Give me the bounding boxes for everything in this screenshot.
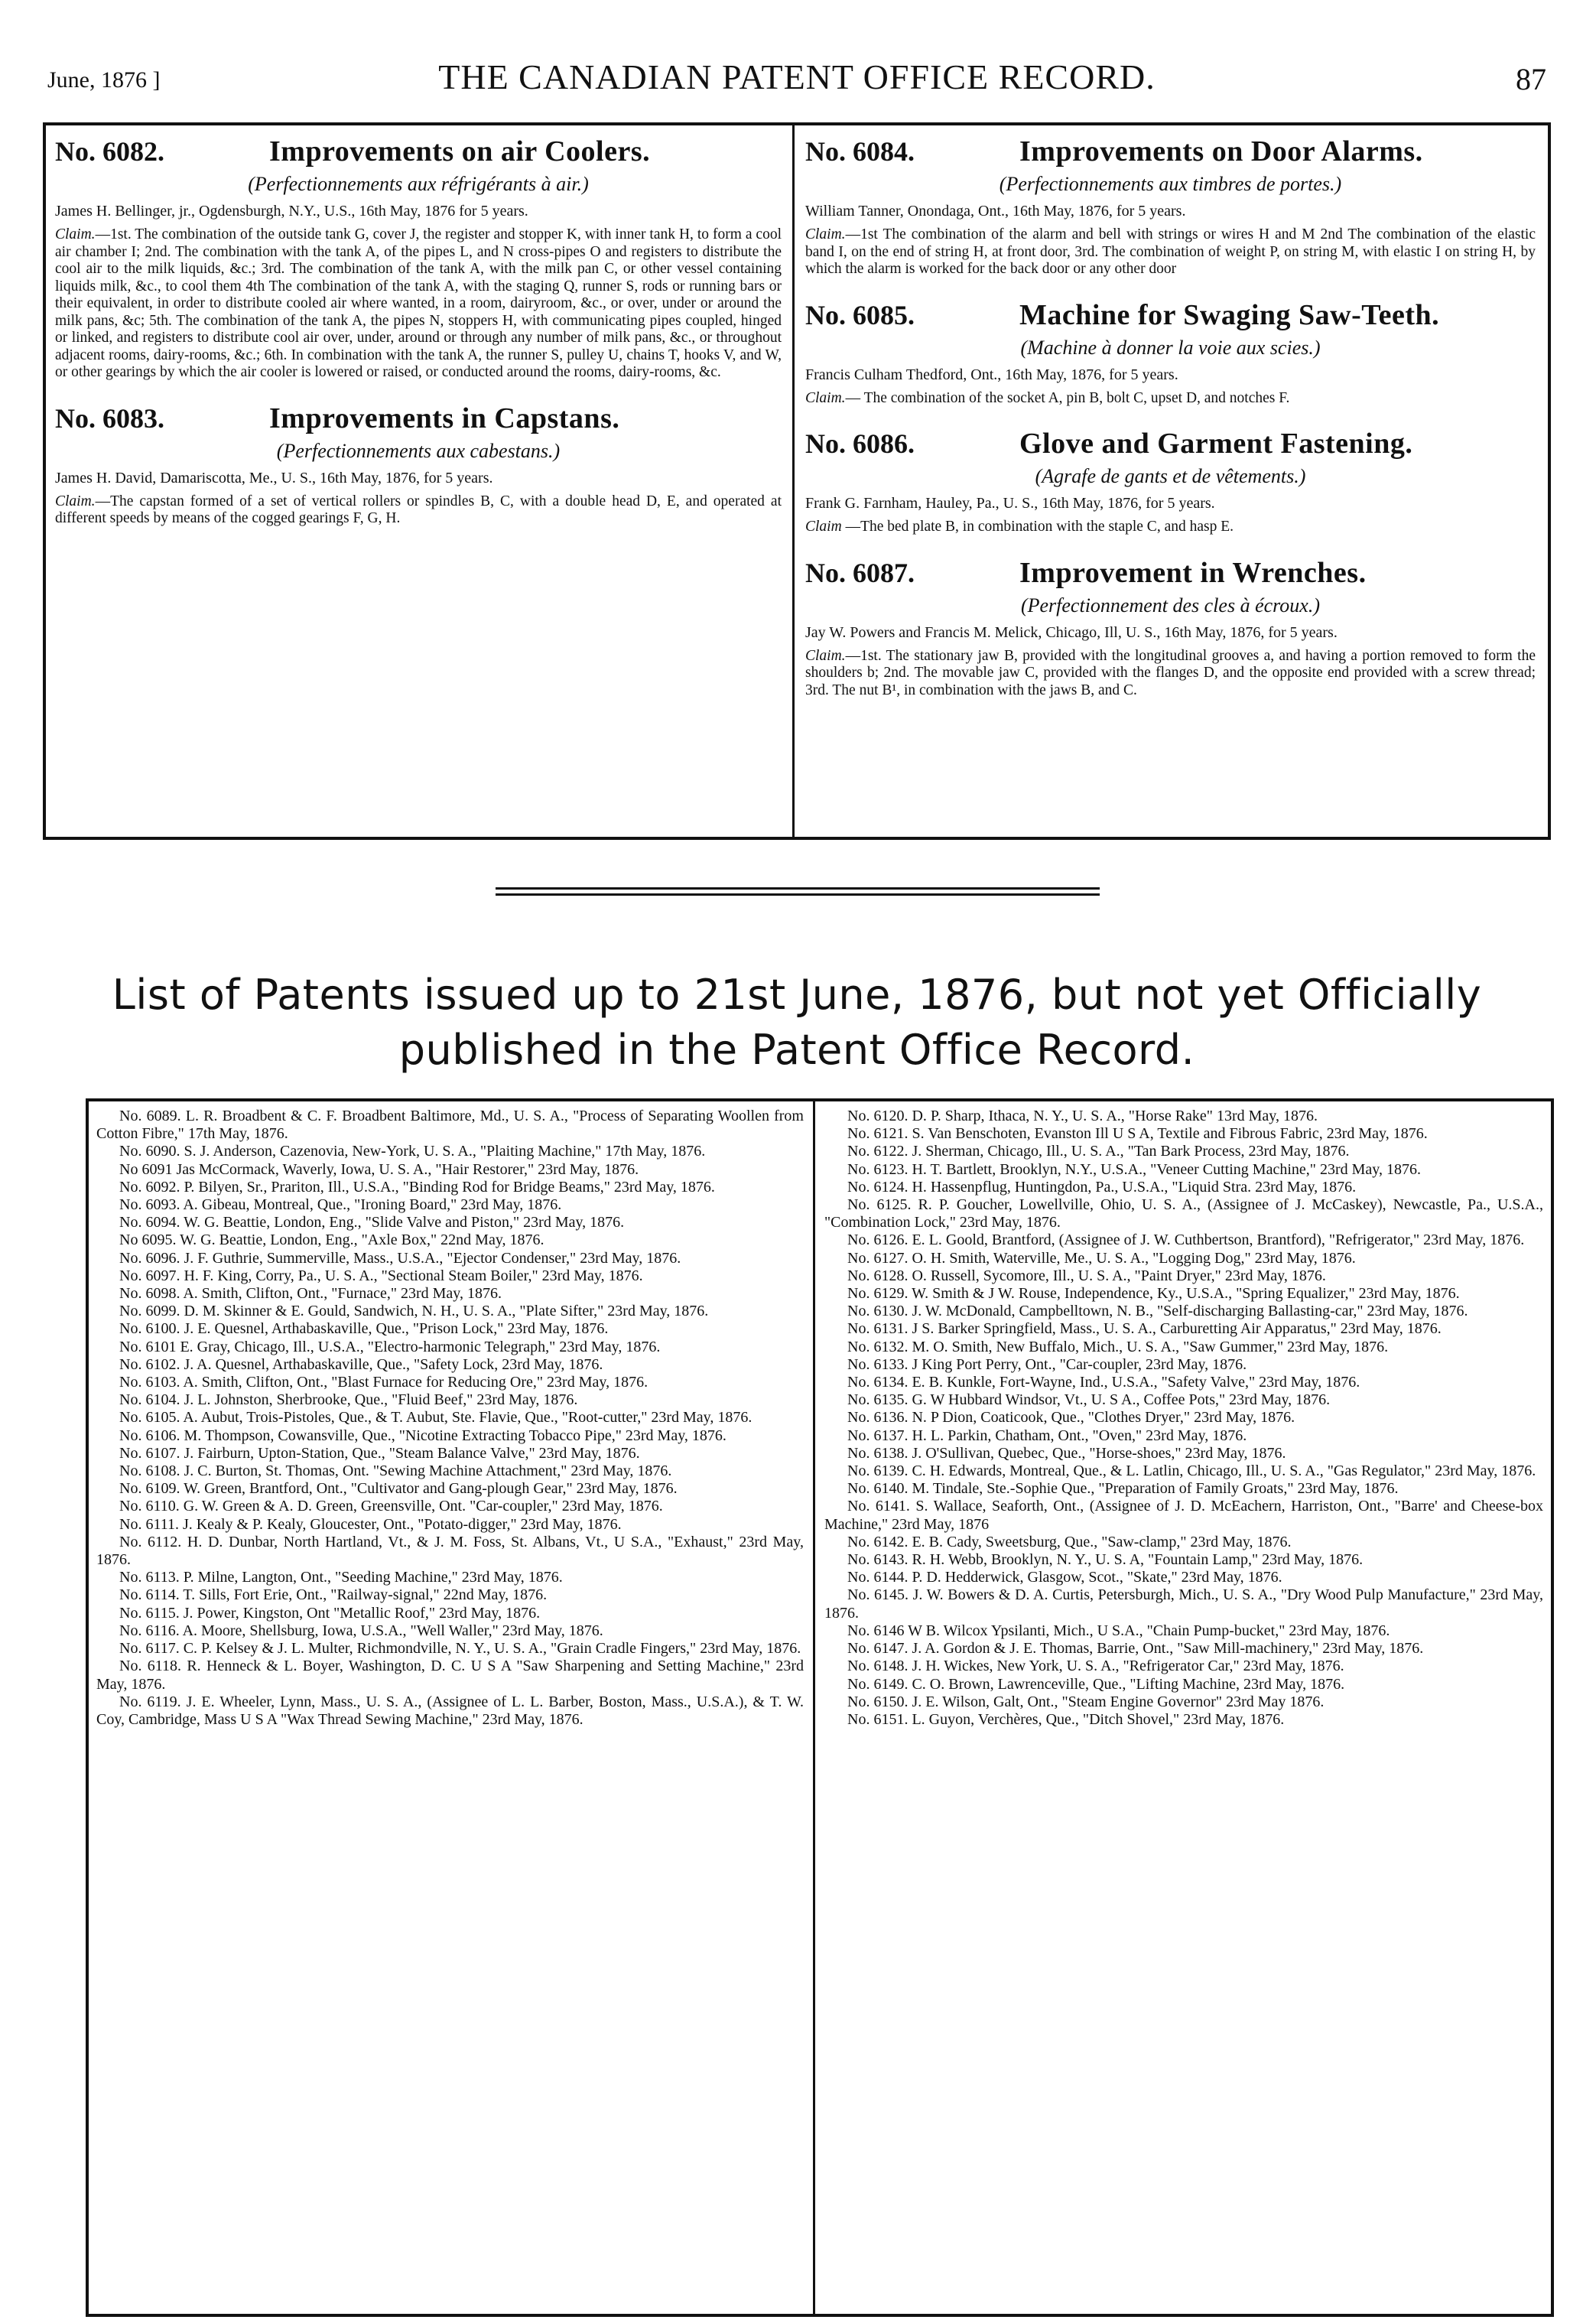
- entry-heading: [805, 135, 1536, 168]
- patent-list-item: No. 6105. A. Aubut, Trois-Pistoles, Que., & T. Aubut, Ste. Flavie, Que., "Root-cutter," 23rd May, 1876.: [119, 1409, 752, 1427]
- list-heading: [47, 968, 1546, 1078]
- patent-entry: [805, 135, 1536, 278]
- patent-list-right: [824, 1108, 1543, 1729]
- patent-list-item: No. 6122. J. Sherman, Chicago, Ill., U. S. A., "Tan Bark Process, 23rd May, 1876.: [847, 1143, 1350, 1160]
- patent-title: Machine for Swaging Saw-Teeth.: [1019, 298, 1440, 331]
- patent-list-item: No. 6148. J. H. Wickes, New York, U. S. A., "Refrigerator Car," 23rd May, 1876.: [847, 1658, 1344, 1675]
- publication-title: THE CANADIAN PATENT OFFICE RECORD.: [438, 57, 1156, 96]
- patent-list-item: No. 6104. J. L. Johnston, Sherbrooke, Que., "Fluid Beef," 23rd May, 1876.: [119, 1391, 578, 1409]
- claim-body: —The bed plate B, in combination with the staple C, and hasp E.: [841, 519, 1234, 535]
- french-title: (Perfectionnements aux timbres de portes.): [999, 173, 1342, 195]
- patent-list-item: No. 6139. C. H. Edwards, Montreal, Que., & L. Latlin, Chicago, Ill., U. S. A., "Gas Regulator," 23rd May, 1876.: [847, 1462, 1536, 1480]
- patent-list-left: [96, 1108, 804, 1729]
- french-title: (Perfectionnement des cles à écroux.): [1020, 594, 1321, 617]
- patentee: Jay W. Powers and Francis M. Melick, Chicago, Ill, U. S., 16th May, 1876, for 5 years.: [805, 623, 1338, 641]
- patent-entry: [55, 135, 782, 382]
- patent-list-item: No. 6147. J. A. Gordon & J. E. Thomas, Barrie, Ont., "Saw Mill-machinery," 23rd May, 1876.: [847, 1640, 1424, 1658]
- entry-heading: [55, 135, 782, 168]
- patent-number: No. 6083.: [55, 402, 164, 434]
- patent-list-item: No. 6115. J. Power, Kingston, Ont "Metallic Roof," 23rd May, 1876.: [119, 1604, 541, 1622]
- patent-list-item: No. 6102. J. A. Quesnel, Arthabaskaville, Que., "Safety Lock, 23rd May, 1876.: [119, 1355, 603, 1373]
- patent-entry: [805, 298, 1536, 408]
- patent-list-item: No. 6099. D. M. Skinner & E. Gould, Sandwich, N. H., U. S. A., "Plate Sifter," 23rd May, 1876.: [119, 1303, 709, 1320]
- french-title: (Machine à donner la voie aux scies.): [1020, 336, 1321, 359]
- list-heading-line: List of Patents issued up to 21st June, 1876, but not yet Officially: [112, 971, 1482, 1019]
- claim-text: [55, 493, 782, 528]
- patent-list-item: No. 6121. S. Van Benschoten, Evanston Ill U S A, Textile and Fibrous Fabric, 23rd May, 1876.: [847, 1125, 1428, 1143]
- patent-list-item: No. 6125. R. P. Goucher, Lowellville, Ohio, U. S. A., (Assignee of J. McCaskey), Newcastle, Pa., U.S.A., "Combination Lock," 23rd May, 1876.: [824, 1196, 1543, 1231]
- claim-body: —1st. The combination of the outside tank G, cover J, the register and stopper K, with inner tank H, to form a cool air chamber I; 2nd. The combination with the tank A, of the pipes L, and N cross-pipes O and registers to distribute the cool air to the milk liquids, &c.; 3rd. The combination of the tank A, with the milk pan C, or other vessel containing liquids milk, &c., to cool them 4th The combination of the tank A, with the staging Q, runner S, rods or running bars or their equivalent, in order to distribute cooled air where wanted, in a room, dairyroom, &c., or over, under or around the milk pans, &c; 5th. The combination of the tank A, the pipes N, stoppers H, with communicating pipes coupled, hinged or linked, and registers to distribute cool air over, under, around or through any number of milk pans, &c., or throughout adjacent rooms, dairy-rooms, &c.; 6th. In combination with the tank A, the runner S, pulley U, chains T, hooks V, and W, or other gearings by which the air cooler is lowered or raised, or conducted around the rooms, dairy-rooms, &c.: [55, 226, 782, 380]
- patent-list-item: No. 6112. H. D. Dunbar, North Hartland, Vt., & J. M. Foss, St. Albans, Vt., U S.A., "Exhaust," 23rd May, 1876.: [96, 1533, 804, 1569]
- claim-label: Claim: [805, 519, 842, 535]
- patent-list-item: No. 6109. W. Green, Brantford, Ont., "Cultivator and Gang-plough Gear," 23rd May, 1876.: [119, 1480, 678, 1498]
- patent-list-item: No. 6141. S. Wallace, Seaforth, Ont., (Assignee of J. D. McEachern, Harriston, Ont., "Barre' and Cheese-box Machine," 23rd May, 1876: [824, 1498, 1543, 1533]
- patent-list-item: No. 6136. N. P Dion, Coaticook, Que., "Clothes Dryer," 23rd May, 1876.: [847, 1409, 1295, 1427]
- patent-list-item: No. 6098. A. Smith, Clifton, Ont., "Furnace," 23rd May, 1876.: [119, 1285, 502, 1303]
- column-divider: [792, 125, 795, 837]
- patent-list-item: No. 6119. J. E. Wheeler, Lynn, Mass., U. S. A., (Assignee of L. L. Barber, Boston, Mass., U.S.A.), & T. W. Coy, Cambridge, Mass U S A "Wax Thread Sewing Machine," 23rd May, 1876.: [96, 1693, 804, 1728]
- claim-body: — The combination of the socket A, pin B, bolt C, upset D, and notches F.: [845, 389, 1290, 406]
- patent-abstracts-box: [43, 122, 1551, 840]
- french-title: (Perfectionnements aux cabestans.): [276, 439, 561, 462]
- patent-list-item: No. 6135. G. W Hubbard Windsor, Vt., U. S A., Coffee Pots," 23rd May, 1876.: [847, 1391, 1331, 1409]
- patent-list-item: No. 6097. H. F. King, Corry, Pa., U. S. A., "Sectional Steam Boiler," 23rd May, 1876.: [119, 1267, 643, 1284]
- patent-list-item: No. 6114. T. Sills, Fort Erie, Ont., "Railway-signal," 22nd May, 1876.: [119, 1586, 548, 1604]
- patent-list-item: No. 6150. J. E. Wilson, Galt, Ont., "Steam Engine Governor" 23rd May 1876.: [847, 1693, 1325, 1710]
- claim-text: [55, 226, 782, 382]
- claim-label: Claim.: [805, 647, 846, 664]
- claim-label: Claim.: [805, 389, 846, 406]
- patent-list-item: No. 6110. G. W. Green & A. D. Green, Greensville, Ont. "Car-coupler," 23rd May, 1876.: [119, 1498, 663, 1515]
- page-number: 87: [1516, 62, 1546, 96]
- patent-list-item: No. 6090. S. J. Anderson, Cazenovia, New-York, U. S. A., "Plaiting Machine," 17th May, 1876.: [119, 1143, 706, 1160]
- separator-rule: [496, 893, 1100, 896]
- patent-title: Improvement in Wrenches.: [1019, 556, 1367, 589]
- claim-text: [805, 519, 1536, 536]
- claim-label: Claim.: [805, 226, 846, 242]
- patent-title: Glove and Garment Fastening.: [1019, 428, 1413, 460]
- patent-list-item: No. 6137. H. L. Parkin, Chatham, Ont., "Oven," 23rd May, 1876.: [847, 1427, 1247, 1444]
- patent-list-item: No. 6123. H. T. Bartlett, Brooklyn, N.Y., U.S.A., "Veneer Cutting Machine," 23rd May, 1876.: [847, 1160, 1421, 1178]
- separator-rule: [496, 887, 1100, 890]
- claim-text: [805, 390, 1536, 408]
- patentee: James H. Bellinger, jr., Ogdensburgh, N.Y., U.S., 16th May, 1876 for 5 years.: [55, 203, 528, 220]
- abstracts-right-column: [805, 135, 1536, 719]
- patent-number: No. 6084.: [805, 136, 915, 167]
- patent-list-item: No. 6149. C. O. Brown, Lawrenceville, Que., "Lifting Machine, 23rd May, 1876.: [847, 1675, 1345, 1693]
- list-heading-line: published in the Patent Office Record.: [398, 1026, 1195, 1074]
- patent-list-item: No. 6089. L. R. Broadbent & C. F. Broadbent Baltimore, Md., U. S. A., "Process of Separating Woollen from Cotton Fibre," 17th May, 1876.: [96, 1108, 804, 1143]
- patent-list-item: No. 6101 E. Gray, Chicago, Ill., U.S.A., "Electro-harmonic Telegraph," 23rd May, 1876.: [119, 1338, 661, 1355]
- patent-list-item: No. 6096. J. F. Guthrie, Summerville, Mass., U.S.A., "Ejector Condenser," 23rd May, 1876.: [119, 1249, 681, 1267]
- patent-list-item: No. 6151. L. Guyon, Verchères, Que., "Ditch Shovel," 23rd May, 1876.: [847, 1710, 1285, 1728]
- patent-list-item: No. 6113. P. Milne, Langton, Ont., "Seeding Machine," 23rd May, 1876.: [119, 1569, 563, 1586]
- claim-label: Claim.: [55, 226, 96, 242]
- patent-title: Improvements on air Coolers.: [269, 135, 651, 168]
- patent-list-item: No. 6142. E. B. Cady, Sweetsburg, Que., "Saw-clamp," 23rd May, 1876.: [847, 1533, 1292, 1550]
- patent-list-item: No. 6145. J. W. Bowers & D. A. Curtis, Petersburgh, Mich., U. S. A., "Dry Wood Pulp Manufacture," 23rd May, 1876.: [824, 1586, 1543, 1622]
- patent-list-item: No. 6129. W. Smith & J W. Rouse, Independence, Ky., U.S.A., "Spring Equalizer," 23rd May, 1876.: [847, 1285, 1460, 1303]
- patent-number: No. 6082.: [55, 136, 164, 167]
- column-divider: [813, 1101, 815, 2314]
- patent-list-item: No. 6120. D. P. Sharp, Ithaca, N. Y., U. S. A., "Horse Rake" 13rd May, 1876.: [847, 1108, 1318, 1124]
- patent-list-item: No. 6127. O. H. Smith, Waterville, Me., U. S. A., "Logging Dog," 23rd May, 1876.: [847, 1249, 1356, 1267]
- entry-heading: [55, 402, 782, 435]
- patent-list-item: No. 6103. A. Smith, Clifton, Ont., "Blast Furnace for Reducing Ore," 23rd May, 1876.: [119, 1374, 648, 1391]
- patent-list-item: No. 6107. J. Fairburn, Upton-Station, Que., "Steam Balance Valve," 23rd May, 1876.: [119, 1444, 640, 1462]
- patent-list-item: No. 6108. J. C. Burton, St. Thomas, Ont. "Sewing Machine Attachment," 23rd May, 1876.: [119, 1462, 672, 1480]
- patent-list-item: No. 6143. R. H. Webb, Brooklyn, N. Y., U. S. A, "Fountain Lamp," 23rd May, 1876.: [847, 1551, 1364, 1569]
- patent-entry: [55, 402, 782, 528]
- patent-number: No. 6085.: [805, 299, 915, 330]
- entry-heading: [805, 298, 1536, 332]
- entry-heading: [805, 427, 1536, 460]
- patent-list-item: No. 6093. A. Gibeau, Montreal, Que., "Ironing Board," 23rd May, 1876.: [119, 1196, 562, 1214]
- patent-list-item: No. 6124. H. Hassenpflug, Huntingdon, Pa., U.S.A., "Liquid Stra. 23rd May, 1876.: [847, 1178, 1357, 1196]
- patent-title: Improvements in Capstans.: [269, 402, 620, 434]
- claim-text: [805, 648, 1536, 700]
- claim-label: Claim.: [55, 493, 96, 509]
- patentee: Francis Culham Thedford, Ont., 16th May, 1876, for 5 years.: [805, 366, 1178, 383]
- patent-entry: [805, 427, 1536, 536]
- patent-list-box: [86, 1098, 1554, 2317]
- patent-list-item: No. 6134. E. B. Kunkle, Fort-Wayne, Ind., U.S.A., "Safety Valve," 23rd May, 1876.: [847, 1374, 1360, 1391]
- patent-list-item: No 6095. W. G. Beattie, London, Eng., "Axle Box," 22nd May, 1876.: [119, 1231, 544, 1249]
- patent-list-item: No. 6132. M. O. Smith, New Buffalo, Mich., U. S. A., "Saw Gummer," 23rd May, 1876.: [847, 1338, 1389, 1355]
- claim-body: —1st. The stationary jaw B, provided with the longitudinal grooves a, and having a portion removed to form the shoulders b; 2nd. The movable jaw C, provided with the flanges D, and the opposite end provided with a screw thread; 3rd. The nut B¹, in combination with the jaws B, and C.: [805, 647, 1536, 698]
- patent-list-item: No. 6144. P. D. Hedderwick, Glasgow, Scot., "Skate," 23rd May, 1876.: [847, 1569, 1282, 1586]
- patent-list-item: No. 6100. J. E. Quesnel, Arthabaskaville, Que., "Prison Lock," 23rd May, 1876.: [119, 1320, 609, 1338]
- claim-body: —1st The combination of the alarm and bell with strings or wires H and M 2nd The combination of the elastic band I, on the end of string H, at front door, 3rd. The combination of weight P, on string M, with elastic I on string H, by which the alarm is worked for the back door or any other door: [805, 226, 1536, 277]
- patent-list-item: No. 6094. W. G. Beattie, London, Eng., "Slide Valve and Piston," 23rd May, 1876.: [119, 1214, 625, 1231]
- claim-text: [805, 226, 1536, 278]
- french-title: (Perfectionnements aux réfrigérants à air.): [248, 173, 589, 195]
- abstracts-left-column: [55, 135, 782, 548]
- patent-list-item: No. 6111. J. Kealy & P. Kealy, Gloucester, Ont., "Potato-digger," 23rd May, 1876.: [119, 1515, 622, 1533]
- patent-list-item: No. 6138. J. O'Sullivan, Quebec, Que., "Horse-shoes," 23rd May, 1876.: [847, 1444, 1286, 1462]
- patent-list-item: No. 6140. M. Tindale, Ste.-Sophie Que., "Preparation of Family Groats," 23rd May, 1876.: [847, 1480, 1399, 1498]
- patent-list-item: No. 6146 W B. Wilcox Ypsilanti, Mich., U S.A., "Chain Pump-bucket," 23rd May, 1876.: [847, 1622, 1390, 1639]
- patent-list-item: No. 6106. M. Thompson, Cowansville, Que., "Nicotine Extracting Tobacco Pipe," 23rd May, 1876.: [119, 1427, 726, 1444]
- page-header: [47, 54, 1546, 107]
- french-title: (Agrafe de gants et de vêtements.): [1035, 465, 1306, 487]
- patent-list-item: No. 6118. R. Henneck & L. Boyer, Washington, D. C. U S A "Saw Sharpening and Setting Machine," 23rd May, 1876.: [96, 1658, 804, 1693]
- patent-list-item: No. 6131. J S. Barker Springfield, Mass., U. S. A., Carburetting Air Apparatus," 23rd May, 1876.: [847, 1320, 1442, 1338]
- patent-list-item: No. 6130. J. W. McDonald, Campbelltown, N. B., "Self-discharging Ballasting-car," 23rd May, 1876.: [847, 1303, 1468, 1320]
- patent-number: No. 6087.: [805, 557, 915, 588]
- entry-heading: [805, 556, 1536, 590]
- patent-number: No. 6086.: [805, 428, 915, 459]
- claim-body: —The capstan formed of a set of vertical rollers or spindles B, C, with a double head D, E, and operated at different speeds by means of the cogged gearings F, G, H.: [55, 493, 782, 526]
- patent-list-item: No. 6128. O. Russell, Sycomore, Ill., U. S. A., "Paint Dryer," 23rd May, 1876.: [847, 1267, 1326, 1284]
- patent-list-item: No. 6092. P. Bilyen, Sr., Prariton, Ill., U.S.A., "Binding Rod for Bridge Beams," 23rd May, 1876.: [119, 1178, 715, 1196]
- patent-list-item: No. 6126. E. L. Goold, Brantford, (Assignee of J. W. Cuthbertson, Brantford), "Refrigerator," 23rd May, 1876.: [847, 1231, 1525, 1249]
- patent-list-item: No. 6133. J King Port Perry, Ont., "Car-coupler, 23rd May, 1876.: [847, 1355, 1247, 1373]
- patent-list-item: No. 6116. A. Moore, Shellsburg, Iowa, U.S.A., "Well Waller," 23rd May, 1876.: [119, 1622, 603, 1639]
- issue-date: June, 1876 ]: [47, 67, 161, 93]
- patentee: James H. David, Damariscotta, Me., U. S., 16th May, 1876, for 5 years.: [55, 469, 493, 486]
- patent-list-item: No 6091 Jas McCormack, Waverly, Iowa, U. S. A., "Hair Restorer," 23rd May, 1876.: [119, 1160, 639, 1178]
- patent-title: Improvements on Door Alarms.: [1019, 135, 1423, 168]
- patentee: Frank G. Farnham, Hauley, Pa., U. S., 16th May, 1876, for 5 years.: [805, 495, 1215, 512]
- patentee: William Tanner, Onondaga, Ont., 16th May, 1876, for 5 years.: [805, 203, 1186, 220]
- patent-list-item: No. 6117. C. P. Kelsey & J. L. Multer, Richmondville, N. Y., U. S. A., "Grain Cradle Fingers," 23rd May, 1876.: [119, 1640, 801, 1658]
- patent-entry: [805, 556, 1536, 700]
